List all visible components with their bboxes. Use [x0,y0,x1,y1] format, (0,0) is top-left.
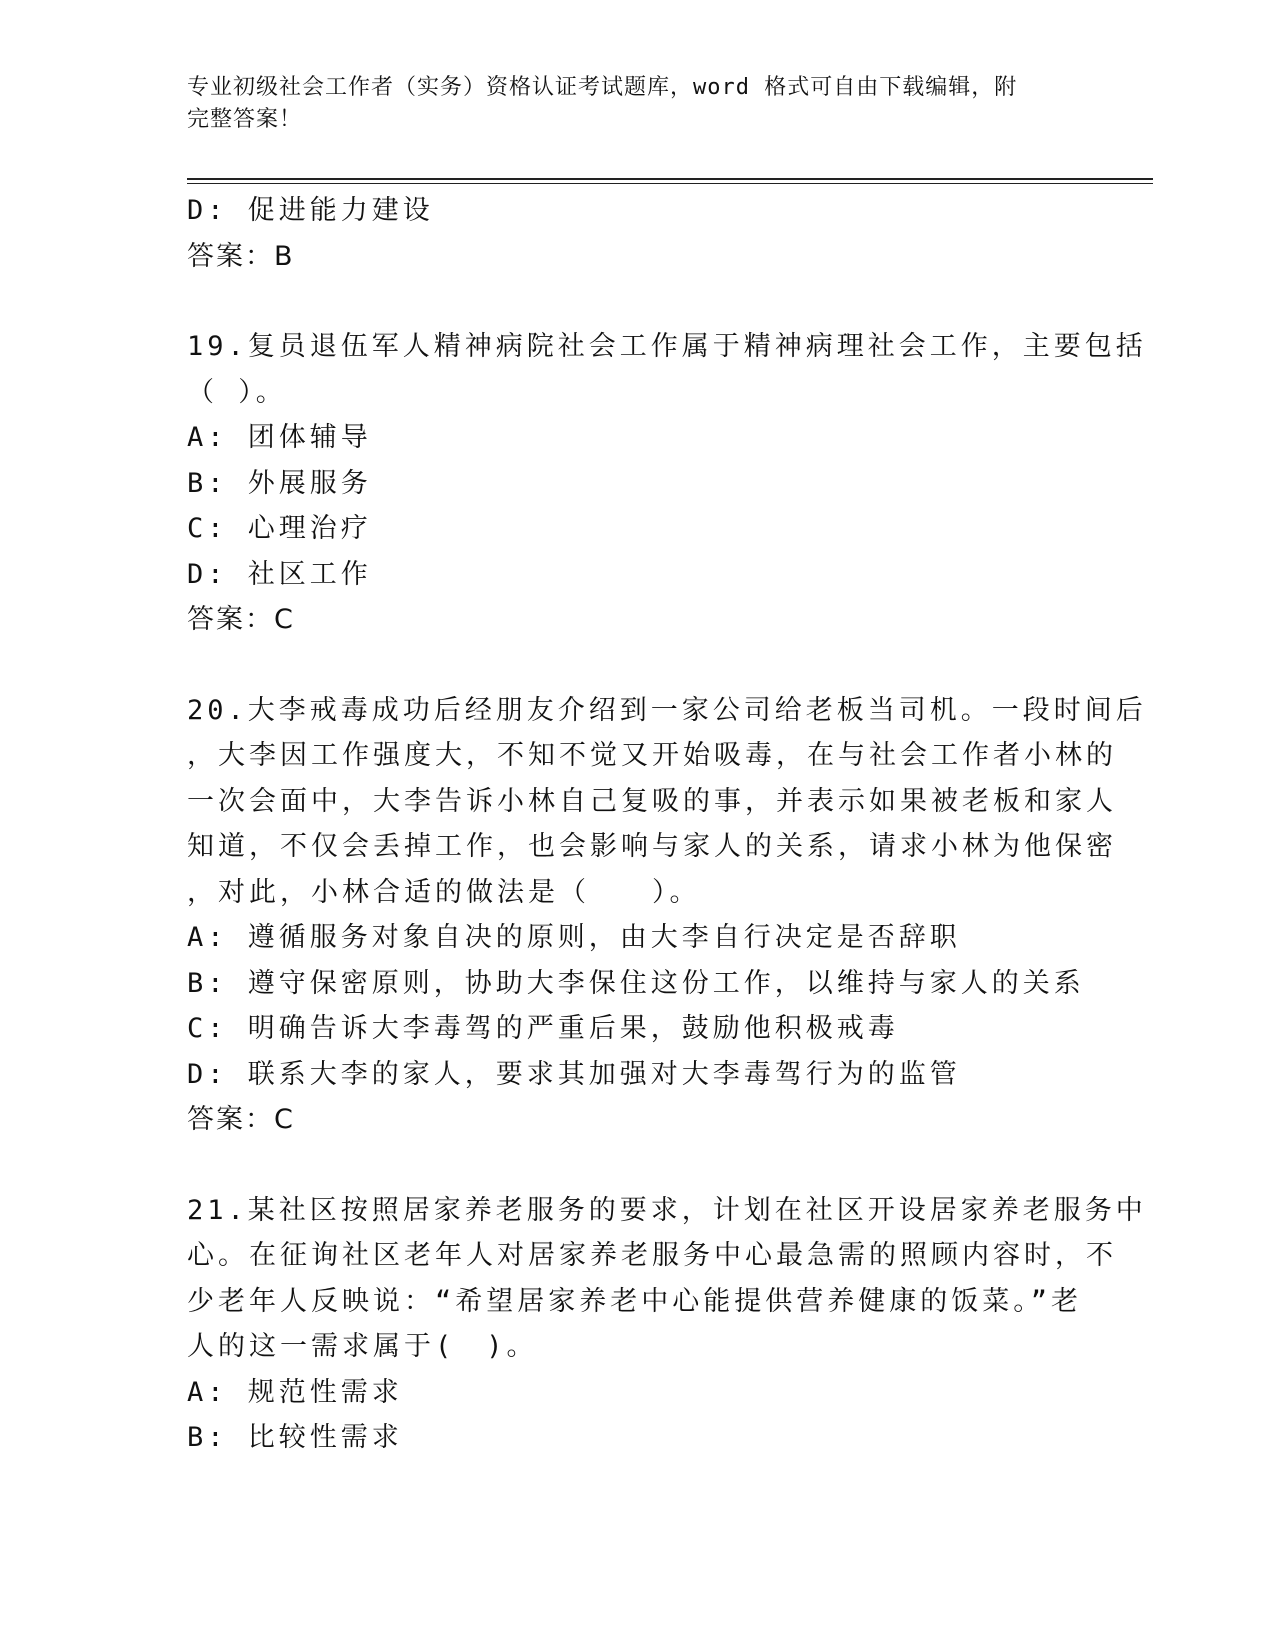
question-text-line: 一次会面中，大李告诉小林自己复吸的事，并表示如果被老板和家人 [187,785,1117,817]
question-text-line: ，对此，小林合适的做法是（ ）。 [187,876,701,908]
question-text-line: 19.复员退伍军人精神病院社会工作属于精神病理社会工作，主要包括 [187,331,1147,362]
spacer [187,1143,1087,1188]
option-c: C: 心理治疗 [187,513,372,544]
spacer [187,279,1087,324]
answer-line: 答案：C [187,604,295,635]
document-header [187,72,1067,136]
header-line-1: 专业初级社会工作者（实务）资格认证考试题库，word 格式可自由下载编辑，附 [187,75,1018,100]
header-divider-thick [187,178,1153,180]
question-text-line: ，大李因工作强度大，不知不觉又开始吸毒，在与社会工作者小林的 [187,740,1117,771]
question-text-line: 21.某社区按照居家养老服务的要求，计划在社区开设居家养老服务中 [187,1194,1147,1226]
question-text-line: 人的这一需求属于( )。 [187,1331,538,1362]
option-d: D: 联系大李的家人，要求其加强对大李毒驾行为的监管 [187,1058,961,1090]
option-d: D: 社区工作 [187,558,372,590]
spacer [187,643,1087,688]
option-a: A: 遵循服务对象自决的原则，由大李自行决定是否辞职 [187,922,961,953]
option-a: A: 规范性需求 [187,1376,403,1408]
document-body [187,188,1147,1461]
answer-line: 答案：C [187,1104,295,1135]
option-b: B: 遵守保密原则，协助大李保住这份工作，以维持与家人的关系 [187,967,1085,999]
question-20 [187,688,1147,1143]
header-divider-thin [187,183,1153,184]
question-19 [187,324,1147,643]
question-text-line: 心。在征询社区老年人对居家养老服务中心最急需的照顾内容时，不 [187,1240,1117,1271]
option-b: B: 比较性需求 [187,1422,403,1453]
question-18-tail [187,188,1087,279]
question-text-line: 20.大李戒毒成功后经朋友介绍到一家公司给老板当司机。一段时间后 [187,694,1147,726]
option-c: C: 明确告诉大李毒驾的严重后果，鼓励他积极戒毒 [187,1013,899,1044]
question-text-line: 知道，不仅会丢掉工作，也会影响与家人的关系，请求小林为他保密 [187,831,1117,862]
question-text-line: （ ）。 [187,376,287,408]
question-21 [187,1188,1147,1461]
header-line-2: 完整答案！ [187,107,303,132]
option-d: D: 促进能力建设 [187,195,434,226]
question-text-line: 少老年人反映说：“希望居家养老中心能提供营养健康的饭菜。”老 [187,1285,1083,1317]
option-a: A: 团体辅导 [187,422,372,453]
option-b: B: 外展服务 [187,467,372,499]
answer-line: 答案：B [187,240,295,272]
